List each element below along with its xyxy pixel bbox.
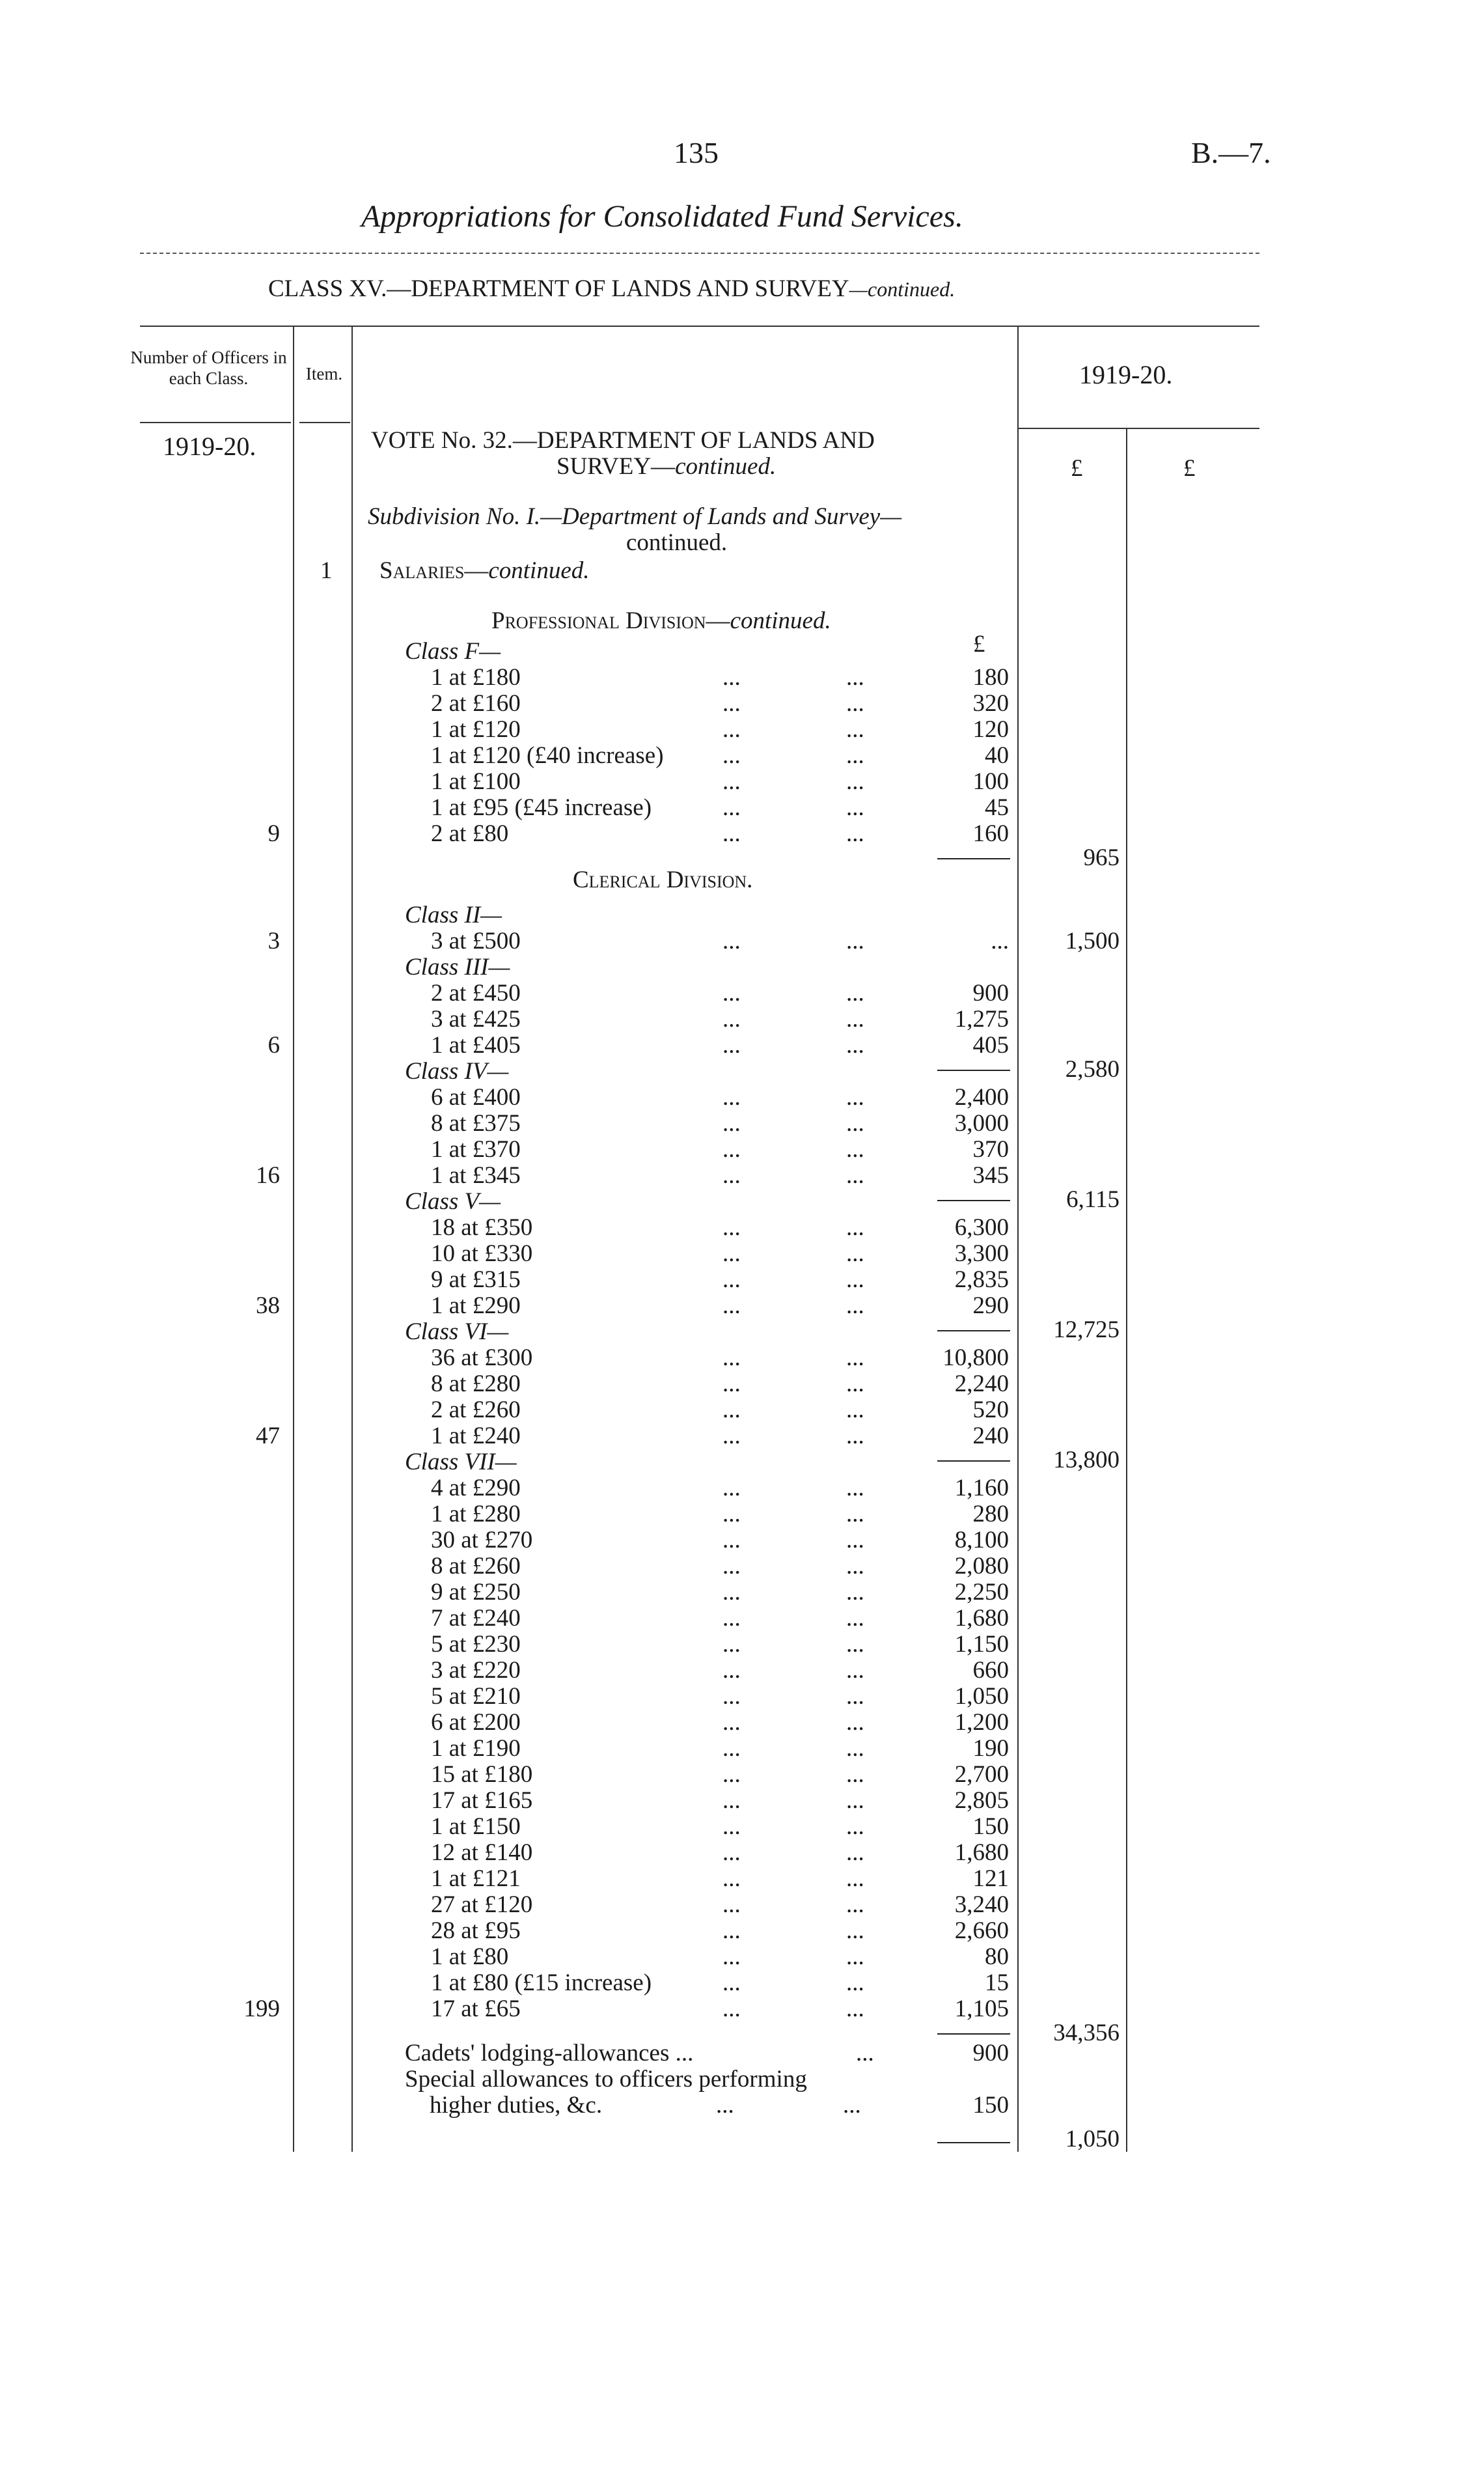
- salary-line-label: 1 at £405: [431, 1032, 521, 1059]
- salary-line-amount: 1,105: [954, 1996, 1009, 2022]
- officer-count: 38: [256, 1292, 280, 1319]
- leader-dots: ...: [846, 1110, 864, 1137]
- special-allowance-leader-1: ...: [716, 2092, 734, 2119]
- leader-dots: ...: [722, 1110, 741, 1137]
- leader-dots: ...: [846, 820, 864, 847]
- salary-line-label: 1 at £370: [431, 1136, 521, 1163]
- leader-dots: ...: [722, 1605, 741, 1632]
- salary-line-amount: 2,835: [954, 1266, 1009, 1293]
- leader-dots: ...: [846, 1032, 864, 1059]
- special-allowance-line1: Special allowances to officers performing: [405, 2066, 807, 2093]
- salary-line-amount: 80: [985, 1943, 1009, 1970]
- vote-heading-survey: SURVEY—: [556, 453, 676, 480]
- salary-line-label: 8 at £260: [431, 1553, 521, 1579]
- leader-dots: ...: [846, 1605, 864, 1632]
- salary-line-amount: 120: [972, 716, 1009, 743]
- item-column-header: Item.: [305, 364, 343, 383]
- leader-dots: ...: [722, 1813, 741, 1840]
- leader-dots: ...: [722, 1683, 741, 1710]
- salary-line-label: 1 at £290: [431, 1292, 521, 1319]
- leader-dots: ...: [722, 794, 741, 821]
- subtotal-rule: [937, 1330, 1010, 1331]
- salary-line-label: 1 at £240: [431, 1423, 521, 1449]
- salary-line-label: 12 at £140: [431, 1839, 533, 1866]
- leader-dots: ...: [846, 1553, 864, 1579]
- leader-dots: ...: [722, 1344, 741, 1371]
- salary-line-label: 2 at £260: [431, 1397, 521, 1423]
- officer-count: 199: [243, 1996, 280, 2022]
- salary-line-amount: 2,805: [954, 1787, 1009, 1814]
- leader-dots: ...: [722, 1735, 741, 1762]
- leader-dots: ...: [722, 1657, 741, 1684]
- salary-line-amount: 520: [972, 1397, 1009, 1423]
- leader-dots: ...: [846, 794, 864, 821]
- salary-line-label: 36 at £300: [431, 1344, 533, 1371]
- class-heading-continued: —continued.: [849, 277, 955, 301]
- year-column-header: 1919-20.: [1079, 360, 1173, 389]
- salary-line-label: 2 at £160: [431, 690, 521, 717]
- leader-dots: ...: [722, 1709, 741, 1736]
- item-number: 1: [320, 557, 333, 584]
- leader-dots: ...: [846, 1709, 864, 1736]
- salary-line-amount: 370: [972, 1136, 1009, 1163]
- salary-line-label: 3 at £425: [431, 1006, 521, 1033]
- leader-dots: ...: [846, 1527, 864, 1553]
- salary-line-label: 1 at £80 (£15 increase): [431, 1969, 652, 1996]
- salary-line-label: 9 at £250: [431, 1579, 521, 1606]
- class-total: 12,725: [1053, 1316, 1120, 1343]
- leader-dots: ...: [846, 980, 864, 1007]
- leader-dots: ...: [722, 980, 741, 1007]
- leader-dots: ...: [846, 1084, 864, 1111]
- class-total: 1,500: [1065, 928, 1120, 954]
- salary-line-label: 1 at £100: [431, 768, 521, 795]
- pound-header-a: £: [1071, 455, 1083, 482]
- leader-dots: ...: [846, 1475, 864, 1501]
- leader-dots: ...: [846, 1917, 864, 1944]
- document-reference: B.—7.: [1191, 136, 1271, 169]
- header-rule-item: [299, 422, 350, 423]
- salary-line-label: 1 at £150: [431, 1813, 521, 1840]
- cadets-allowance-amount: 900: [972, 2040, 1009, 2066]
- vote-heading-line2: [556, 452, 776, 480]
- salary-line-amount: 180: [972, 664, 1009, 691]
- salary-line-amount: 6,300: [954, 1214, 1009, 1241]
- class-subheading: Class III—: [405, 954, 510, 981]
- salary-line-amount: 10,800: [942, 1344, 1009, 1371]
- salary-line-amount: 290: [972, 1292, 1009, 1319]
- leader-dots: ...: [722, 768, 741, 795]
- salary-line-label: 17 at £165: [431, 1787, 533, 1814]
- leader-dots: ...: [722, 820, 741, 847]
- subtotal-rule: [937, 1200, 1010, 1201]
- leader-dots: ...: [846, 1787, 864, 1814]
- leader-dots: ...: [846, 1162, 864, 1189]
- class-heading-main: CLASS XV.—DEPARTMENT OF LANDS AND SURVEY: [268, 275, 849, 302]
- salary-line-amount: 320: [972, 690, 1009, 717]
- leader-dots: ...: [846, 1397, 864, 1423]
- salary-line-label: 28 at £95: [431, 1917, 521, 1944]
- table-top-rule: [140, 326, 1259, 327]
- page-number: 135: [674, 136, 719, 169]
- salary-line-amount: 240: [972, 1423, 1009, 1449]
- leader-dots: ...: [722, 1865, 741, 1892]
- leader-dots: ...: [722, 1891, 741, 1918]
- subdivision-line1: Subdivision No. I.—Department of Lands and Survey—: [368, 503, 902, 530]
- salary-line-amount: 1,200: [954, 1709, 1009, 1736]
- salary-line-amount: 1,050: [954, 1683, 1009, 1710]
- leader-dots: ...: [846, 1735, 864, 1762]
- subtotal-rule: [937, 858, 1010, 859]
- leader-dots: ...: [722, 1787, 741, 1814]
- salary-line-label: 1 at £80: [431, 1943, 509, 1970]
- leader-dots: ...: [846, 1891, 864, 1918]
- salary-line-amount: 1,680: [954, 1605, 1009, 1632]
- leader-dots: ...: [722, 664, 741, 691]
- leader-dots: ...: [846, 1943, 864, 1970]
- salary-line-label: 8 at £280: [431, 1370, 521, 1397]
- leader-dots: ...: [722, 1162, 741, 1189]
- leader-dots: ...: [846, 1266, 864, 1293]
- leader-dots: ...: [722, 1501, 741, 1527]
- subtotal-rule: [937, 2142, 1010, 2143]
- class-subheading: Class V—: [405, 1188, 501, 1215]
- professional-continued: continued.: [730, 607, 831, 634]
- salary-line-amount: 1,680: [954, 1839, 1009, 1866]
- salary-line-amount: 2,400: [954, 1084, 1009, 1111]
- salary-line-label: 1 at £190: [431, 1735, 521, 1762]
- leader-dots: ...: [722, 742, 741, 769]
- pound-header-b: £: [1183, 455, 1196, 482]
- header-rule-year: [1019, 428, 1259, 429]
- salary-line-amount: 2,250: [954, 1579, 1009, 1606]
- officer-count: 6: [268, 1032, 280, 1059]
- class-heading: [268, 275, 955, 303]
- salaries-continued: continued.: [488, 557, 590, 584]
- subtotal-rule: [937, 1460, 1010, 1462]
- leader-dots: ...: [846, 742, 864, 769]
- leader-dots: ...: [846, 1996, 864, 2022]
- col-rule-2: [351, 326, 353, 2152]
- salary-line-amount: 345: [972, 1162, 1009, 1189]
- salary-line-amount: 660: [972, 1657, 1009, 1684]
- salary-line-amount: 405: [972, 1032, 1009, 1059]
- subtotal-rule: [937, 2033, 1010, 2035]
- subtotal-rule: [937, 1070, 1010, 1071]
- salary-line-label: 6 at £400: [431, 1084, 521, 1111]
- class-subheading: Class VII—: [405, 1449, 517, 1475]
- leader-dots: ...: [846, 1136, 864, 1163]
- officer-count: 9: [268, 820, 280, 847]
- col-rule-3: [1017, 326, 1019, 2152]
- professional-heading: [491, 607, 831, 635]
- leader-dots: ...: [846, 1865, 864, 1892]
- salary-line-amount: 190: [972, 1735, 1009, 1762]
- leader-dots: ...: [846, 1501, 864, 1527]
- salary-line-label: 3 at £220: [431, 1657, 521, 1684]
- leader-dots: ...: [846, 1839, 864, 1866]
- leader-dots: ...: [846, 1683, 864, 1710]
- salary-line-amount: 45: [985, 794, 1009, 821]
- salary-line-label: 18 at £350: [431, 1214, 533, 1241]
- salary-line-label: 4 at £290: [431, 1475, 521, 1501]
- officer-count: 16: [256, 1162, 280, 1189]
- salaries-label: Salaries—: [379, 557, 489, 584]
- leader-dots: ...: [722, 1996, 741, 2022]
- special-allowance-line2: higher duties, &c.: [430, 2092, 603, 2119]
- header-rule-officers: [140, 422, 291, 423]
- salary-line-label: 27 at £120: [431, 1891, 533, 1918]
- salary-line-label: 2 at £80: [431, 820, 509, 847]
- leader-dots: ...: [722, 1631, 741, 1658]
- salary-line-label: 5 at £210: [431, 1683, 521, 1710]
- class-subheading: Class II—: [405, 902, 502, 928]
- leader-dots: ...: [722, 690, 741, 717]
- leader-dots: ...: [722, 1370, 741, 1397]
- salary-line-amount: 3,240: [954, 1891, 1009, 1918]
- salary-line-amount: 150: [972, 1813, 1009, 1840]
- leader-dots: ...: [722, 1240, 741, 1267]
- leader-dots: ...: [722, 1084, 741, 1111]
- pound-amount-header: £: [973, 631, 985, 658]
- leader-dots: ...: [846, 1344, 864, 1371]
- salary-line-amount: 3,000: [954, 1110, 1009, 1137]
- salary-line-label: 6 at £200: [431, 1709, 521, 1736]
- leader-dots: ...: [846, 1370, 864, 1397]
- leader-dots: ...: [722, 1292, 741, 1319]
- special-allowance-amount: 150: [972, 2092, 1009, 2119]
- salary-line-amount: 1,275: [954, 1006, 1009, 1033]
- leader-dots: ...: [722, 1839, 741, 1866]
- leader-dots: ...: [722, 1475, 741, 1501]
- class-total: 13,800: [1053, 1447, 1120, 1473]
- class-total: 34,356: [1053, 2020, 1120, 2046]
- leader-dots: ...: [846, 1423, 864, 1449]
- salary-line-label: 1 at £120 (£40 increase): [431, 742, 664, 769]
- leader-dots: ...: [846, 1240, 864, 1267]
- leader-dots: ...: [846, 1579, 864, 1606]
- class-total: 965: [1083, 844, 1120, 871]
- salary-line-amount: 2,700: [954, 1761, 1009, 1788]
- officers-year: 1919-20.: [163, 432, 256, 461]
- salary-line-amount: 2,240: [954, 1370, 1009, 1397]
- leader-dots: ...: [722, 1006, 741, 1033]
- cadets-allowance-leader: ...: [856, 2040, 874, 2066]
- vote-heading-continued: continued.: [675, 453, 776, 480]
- salary-line-amount: 160: [972, 820, 1009, 847]
- salary-line-label: 17 at £65: [431, 1996, 521, 2022]
- leader-dots: ...: [722, 1969, 741, 1996]
- leader-dots: ...: [846, 1292, 864, 1319]
- leader-dots: ...: [722, 928, 741, 954]
- page-title: Appropriations for Consolidated Fund Services.: [361, 199, 963, 234]
- class-subheading: Class F—: [405, 638, 501, 665]
- salary-line-label: 1 at £280: [431, 1501, 521, 1527]
- leader-dots: ...: [846, 768, 864, 795]
- salary-line-label: 5 at £230: [431, 1631, 521, 1658]
- salary-line-label: 9 at £315: [431, 1266, 521, 1293]
- divider-top: [140, 253, 1259, 254]
- special-allowance-leader-2: ...: [843, 2092, 861, 2119]
- leader-dots: ...: [846, 664, 864, 691]
- salary-line-amount: ...: [991, 928, 1009, 954]
- leader-dots: ...: [846, 928, 864, 954]
- leader-dots: ...: [722, 1136, 741, 1163]
- salary-line-amount: 121: [972, 1865, 1009, 1892]
- class-total: 2,580: [1065, 1056, 1120, 1083]
- salary-line-amount: 100: [972, 768, 1009, 795]
- leader-dots: ...: [846, 716, 864, 743]
- salary-line-label: 1 at £180: [431, 664, 521, 691]
- leader-dots: ...: [722, 1397, 741, 1423]
- leader-dots: ...: [722, 1917, 741, 1944]
- vote-heading-line1: VOTE No. 32.—DEPARTMENT OF LANDS AND: [371, 427, 875, 454]
- leader-dots: ...: [846, 1214, 864, 1241]
- col-rule-1: [293, 326, 294, 2152]
- salary-line-label: 10 at £330: [431, 1240, 533, 1267]
- subdivision-line2: continued.: [626, 529, 728, 556]
- leader-dots: ...: [722, 1527, 741, 1553]
- leader-dots: ...: [722, 1214, 741, 1241]
- leader-dots: ...: [722, 1761, 741, 1788]
- salary-line-label: 1 at £95 (£45 increase): [431, 794, 652, 821]
- officer-count: 3: [268, 928, 280, 954]
- salary-line-label: 3 at £500: [431, 928, 521, 954]
- leader-dots: ...: [846, 1761, 864, 1788]
- salaries-heading: [379, 557, 590, 585]
- leader-dots: ...: [722, 1943, 741, 1970]
- salary-line-label: 8 at £375: [431, 1110, 521, 1137]
- salary-line-amount: 15: [985, 1969, 1009, 1996]
- leader-dots: ...: [722, 1423, 741, 1449]
- class-total: 6,115: [1066, 1186, 1120, 1213]
- cadets-allowance-label: Cadets' lodging-allowances ...: [405, 2040, 694, 2066]
- leader-dots: ...: [846, 1657, 864, 1684]
- salary-line-amount: 1,160: [954, 1475, 1009, 1501]
- salary-line-label: 7 at £240: [431, 1605, 521, 1632]
- leader-dots: ...: [846, 1631, 864, 1658]
- salary-line-amount: 40: [985, 742, 1009, 769]
- salary-line-label: 30 at £270: [431, 1527, 533, 1553]
- salary-line-label: 15 at £180: [431, 1761, 533, 1788]
- class-subheading: Class VI—: [405, 1318, 509, 1345]
- salary-line-label: 1 at £345: [431, 1162, 521, 1189]
- clerical-heading: Clerical Division.: [573, 867, 753, 893]
- leader-dots: ...: [722, 716, 741, 743]
- leader-dots: ...: [846, 1969, 864, 1996]
- salary-line-label: 2 at £450: [431, 980, 521, 1007]
- leader-dots: ...: [722, 1266, 741, 1293]
- salary-line-amount: 280: [972, 1501, 1009, 1527]
- salary-line-label: 1 at £121: [431, 1865, 521, 1892]
- officer-count: 47: [256, 1423, 280, 1449]
- class-subheading: Class IV—: [405, 1058, 509, 1085]
- salary-line-amount: 900: [972, 980, 1009, 1007]
- salary-line-label: 1 at £120: [431, 716, 521, 743]
- salary-line-amount: 3,300: [954, 1240, 1009, 1267]
- leader-dots: ...: [846, 1813, 864, 1840]
- col-rule-4: [1126, 428, 1127, 2152]
- salary-line-amount: 1,150: [954, 1631, 1009, 1658]
- leader-dots: ...: [722, 1579, 741, 1606]
- leader-dots: ...: [846, 1006, 864, 1033]
- salary-line-amount: 2,080: [954, 1553, 1009, 1579]
- leader-dots: ...: [846, 690, 864, 717]
- salary-line-amount: 2,660: [954, 1917, 1009, 1944]
- leader-dots: ...: [722, 1032, 741, 1059]
- officers-column-header: Number of Officers in each Class.: [130, 348, 287, 389]
- leader-dots: ...: [722, 1553, 741, 1579]
- class-total: 1,050: [1065, 2126, 1120, 2152]
- professional-label: Professional Division—: [491, 607, 730, 634]
- salary-line-amount: 8,100: [954, 1527, 1009, 1553]
